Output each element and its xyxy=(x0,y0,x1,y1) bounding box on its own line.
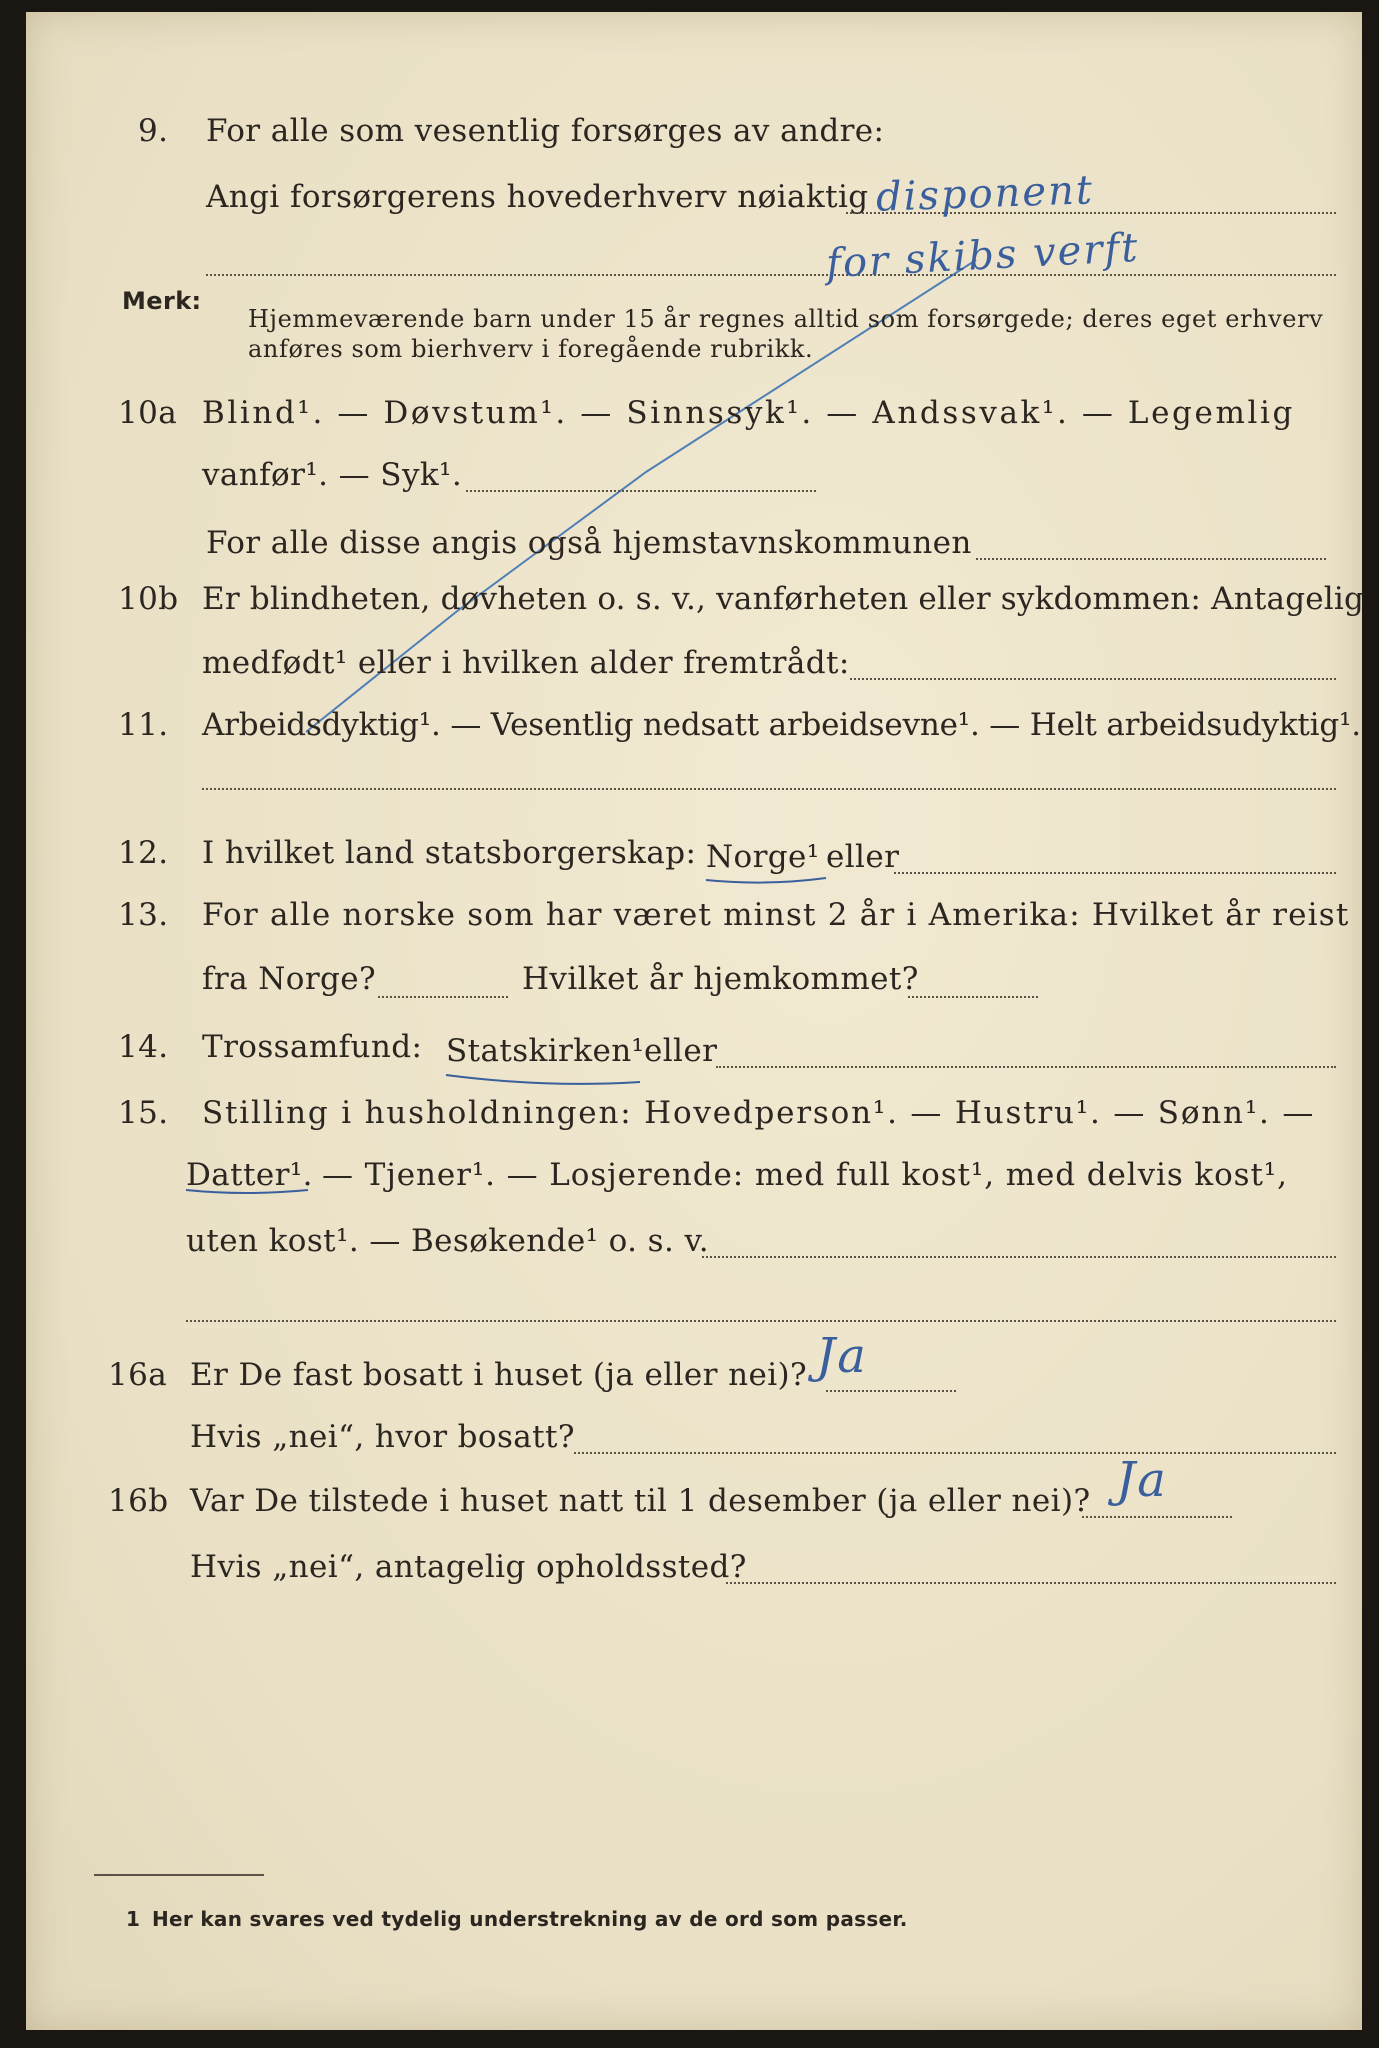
q15-line3: uten kost¹. — Besøkende¹ o. s. v. xyxy=(186,1223,709,1259)
q13-line2b: Hvilket år hjemkommet? xyxy=(522,961,919,997)
census-form-page xyxy=(26,12,1365,2030)
q10b-line1: Er blindheten, døvheten o. s. v., vanførheten eller sykdommen: Antagelig xyxy=(202,581,1365,617)
q10a-line3: For alle disse angis også hjemstavnskommunen xyxy=(206,525,972,561)
q16b-handwritten-answer: Ja xyxy=(1116,1452,1168,1508)
q14-prefix: Trossamfund: xyxy=(202,1029,423,1065)
q13-line1: For alle norske som har været minst 2 år i Amerika: Hvilket år reist xyxy=(202,897,1350,933)
q16a-answer-line xyxy=(826,1390,956,1392)
q12-norge: Norge¹ xyxy=(706,839,820,875)
statskirken-underline xyxy=(446,1075,640,1084)
norge-underline xyxy=(706,878,826,883)
footnote-mark: 1 xyxy=(126,1907,141,1931)
q16a-handwritten-answer: Ja xyxy=(816,1328,868,1384)
q9-handwritten-answer-1: disponent xyxy=(875,167,1095,221)
q9-handwritten-answer-2: for skibs verft xyxy=(825,224,1141,288)
q12-prefix: I hvilket land statsborgerskap: xyxy=(202,835,697,871)
q13-number: 13. xyxy=(118,897,169,933)
q12-eller: eller xyxy=(826,839,900,875)
q15-besokende-line xyxy=(702,1256,1336,1258)
q10b-number: 10b xyxy=(118,581,179,617)
q15-line2-rest: — Tjener¹. — Losjerende: med full kost¹, med delvis kost¹, xyxy=(322,1157,1288,1193)
q9-line1: For alle som vesentlig forsørges av andre: xyxy=(206,113,885,149)
q9-answer-line-2 xyxy=(206,274,1336,276)
q10a-number: 10a xyxy=(118,395,178,431)
q15-datter: Datter¹. xyxy=(186,1157,313,1193)
q11-line1: Arbeidsdyktig¹. — Vesentlig nedsatt arbeidsevne¹. — Helt arbeidsudyktig¹. xyxy=(202,707,1361,743)
footnote-text: Her kan svares ved tydelig understrekning av de ord som passer. xyxy=(152,1907,908,1931)
q10a-hjemstavn-line xyxy=(976,558,1326,560)
q14-answer-line xyxy=(716,1066,1336,1068)
q9-line2: Angi forsørgerens hovederhverv nøiaktig xyxy=(206,179,869,215)
q16b-answer-line xyxy=(1082,1516,1232,1518)
q10a-syk-line xyxy=(466,490,816,492)
q14-eller: eller xyxy=(644,1033,718,1069)
merk-line2: anføres som bierhverv i foregående rubrikk. xyxy=(248,335,814,363)
q16a-number: 16a xyxy=(108,1357,168,1393)
merk-line1: Hjemmeværende barn under 15 år regnes alltid som forsørgede; deres eget erhverv xyxy=(248,305,1324,333)
q15-number: 15. xyxy=(118,1095,169,1131)
q16b-line1: Var De tilstede i huset natt til 1 desember (ja eller nei)? xyxy=(190,1483,1091,1519)
q15-answer-line xyxy=(186,1320,1336,1322)
q9-number: 9. xyxy=(138,113,169,149)
merk-label: Merk: xyxy=(122,287,202,315)
q11-answer-line xyxy=(202,788,1336,790)
q16a-bosatt-line xyxy=(574,1452,1336,1454)
q13-line2a: fra Norge? xyxy=(202,961,377,997)
q10b-answer-line xyxy=(850,678,1336,680)
q13-hjemkommet-line xyxy=(908,996,1038,998)
q12-number: 12. xyxy=(118,835,169,871)
q11-number: 11. xyxy=(118,707,169,743)
q16a-line1: Er De fast bosatt i huset (ja eller nei)? xyxy=(190,1357,808,1393)
q14-statskirken: Statskirken¹ xyxy=(446,1033,645,1069)
footnote-rule xyxy=(94,1874,264,1876)
q10b-line2: medfødt¹ eller i hvilken alder fremtrådt: xyxy=(202,645,850,681)
q10a-line1: Blind¹. — Døvstum¹. — Sinnssyk¹. — Andssvak¹. — Legemlig xyxy=(202,395,1295,431)
q14-number: 14. xyxy=(118,1029,169,1065)
q16b-opholdssted-line xyxy=(726,1582,1336,1584)
q16a-line2: Hvis „nei“, hvor bosatt? xyxy=(190,1419,575,1455)
q12-answer-line xyxy=(894,872,1336,874)
q10a-line2: vanfør¹. — Syk¹. xyxy=(202,457,463,493)
q16b-number: 16b xyxy=(108,1483,169,1519)
q16b-line2: Hvis „nei“, antagelig opholdssted? xyxy=(190,1549,747,1585)
q13-reist-line xyxy=(378,996,508,998)
q15-line1: Stilling i husholdningen: Hovedperson¹. — Hustru¹. — Sønn¹. — xyxy=(202,1095,1316,1131)
